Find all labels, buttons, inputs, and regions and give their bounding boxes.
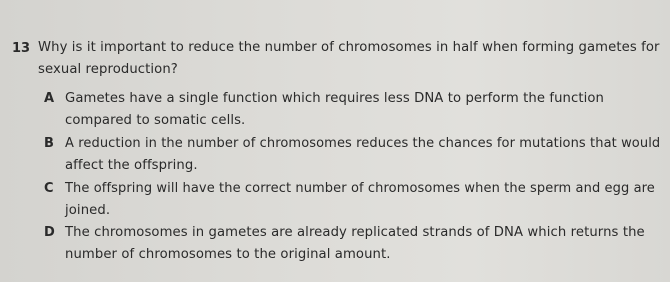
question-number: 13 <box>12 41 31 56</box>
option-c-letter: C <box>44 181 54 196</box>
option-b-line-2: affect the offspring. <box>65 158 198 173</box>
option-d-letter: D <box>44 225 55 240</box>
option-a-line-2: compared to somatic cells. <box>65 113 246 128</box>
option-a-letter: A <box>44 91 55 106</box>
option-b-line-1: A reduction in the number of chromosomes reduces the chances for mutations that would <box>65 136 661 151</box>
question-text-line-1: Why is it important to reduce the number of chromosomes in half when forming gametes for <box>38 40 660 55</box>
option-d-line-2: number of chromosomes to the original amount. <box>65 247 391 262</box>
question-text-line-2: sexual reproduction? <box>38 62 178 77</box>
option-a-line-1: Gametes have a single function which requires less DNA to perform the function <box>65 91 605 106</box>
option-d-line-1: The chromosomes in gametes are already replicated strands of DNA which returns the <box>65 225 645 240</box>
option-c-line-1: The offspring will have the correct number of chromosomes when the sperm and egg are <box>65 181 655 196</box>
option-b-letter: B <box>44 136 54 151</box>
option-c-line-2: joined. <box>65 203 111 218</box>
